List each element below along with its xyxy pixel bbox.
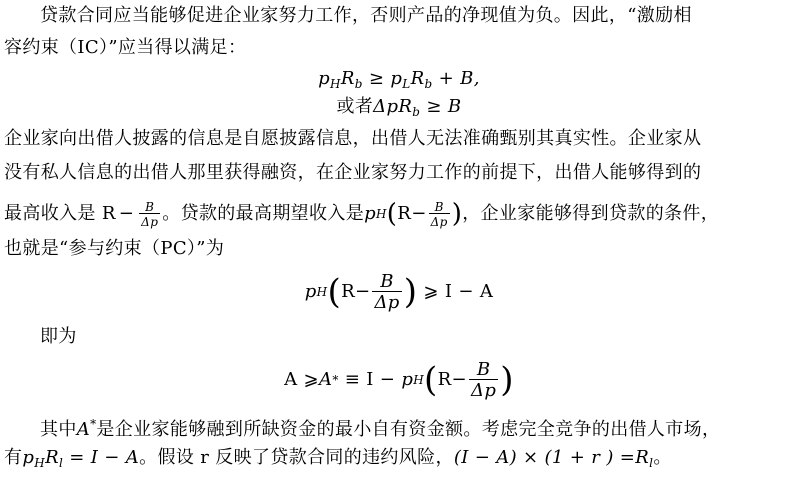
- paragraph2-line4: 也就是“参与约束（PC）”为: [4, 238, 225, 259]
- label-namely: 即为: [40, 326, 77, 347]
- equation-incentive-constraint-alt: 或者ΔpR$_b$ ≥ B: [336, 96, 462, 119]
- paragraph3-line2: 有$p_HR_l = I - A$。假设 r 反映了贷款合同的违约风险，(I − A) × (1 + r ) $=R_l$。: [4, 447, 672, 470]
- paragraph2-line1: 企业家向出借人披露的信息是自愿披露信息，出借人无法准确甄别其真实性。企业家从: [4, 128, 702, 149]
- paragraph2-line2: 没有私人信息的出借人那里获得融资，在企业家努力工作的前提下，出借人能够得到的: [4, 162, 702, 183]
- equation-participation-constraint: p H ( R− $\frac{B}{\Delta p}$ ) ⩾ I − A: [304, 270, 494, 313]
- fraction-b-over-delta-p-2: $\frac{B}{\Delta p}$: [430, 199, 448, 229]
- paragraph3-line1: 其中A*是企业家能够融到所缺资金的最小自有资金额。考虑完全竞争的出借人市场，: [40, 417, 721, 440]
- fraction-b-over-delta-p: $\frac{B}{\Delta p}$: [141, 199, 159, 229]
- fraction-b-over-delta-p-pc: $\frac{B}{\Delta p}$: [374, 270, 400, 313]
- equation-minimum-equity: A ⩾ A * ≡ I − p H ( R− $\frac{B}{\Delta p}$ ): [284, 358, 514, 401]
- paragraph2-line3: 最高收入是 R − $\frac{B}{\Delta p}$ 。贷款的最高期望收入是 p H ( R− $\frac{B}{\Delta p}$ ) ，企业家能够得到贷款的条件，: [4, 199, 720, 229]
- paragraph1-line2: 容约束（IC）”应当得以满足：: [4, 37, 247, 58]
- fraction-b-over-delta-p-astar: $\frac{B}{\Delta p}$: [471, 358, 497, 401]
- paragraph1-line1: 贷款合同应当能够促进企业家努力工作，否则产品的净现值为负。因此，“激励相: [40, 5, 692, 26]
- equation-incentive-constraint: $p_HR_b \ge p_LR_b + B$,: [318, 68, 480, 91]
